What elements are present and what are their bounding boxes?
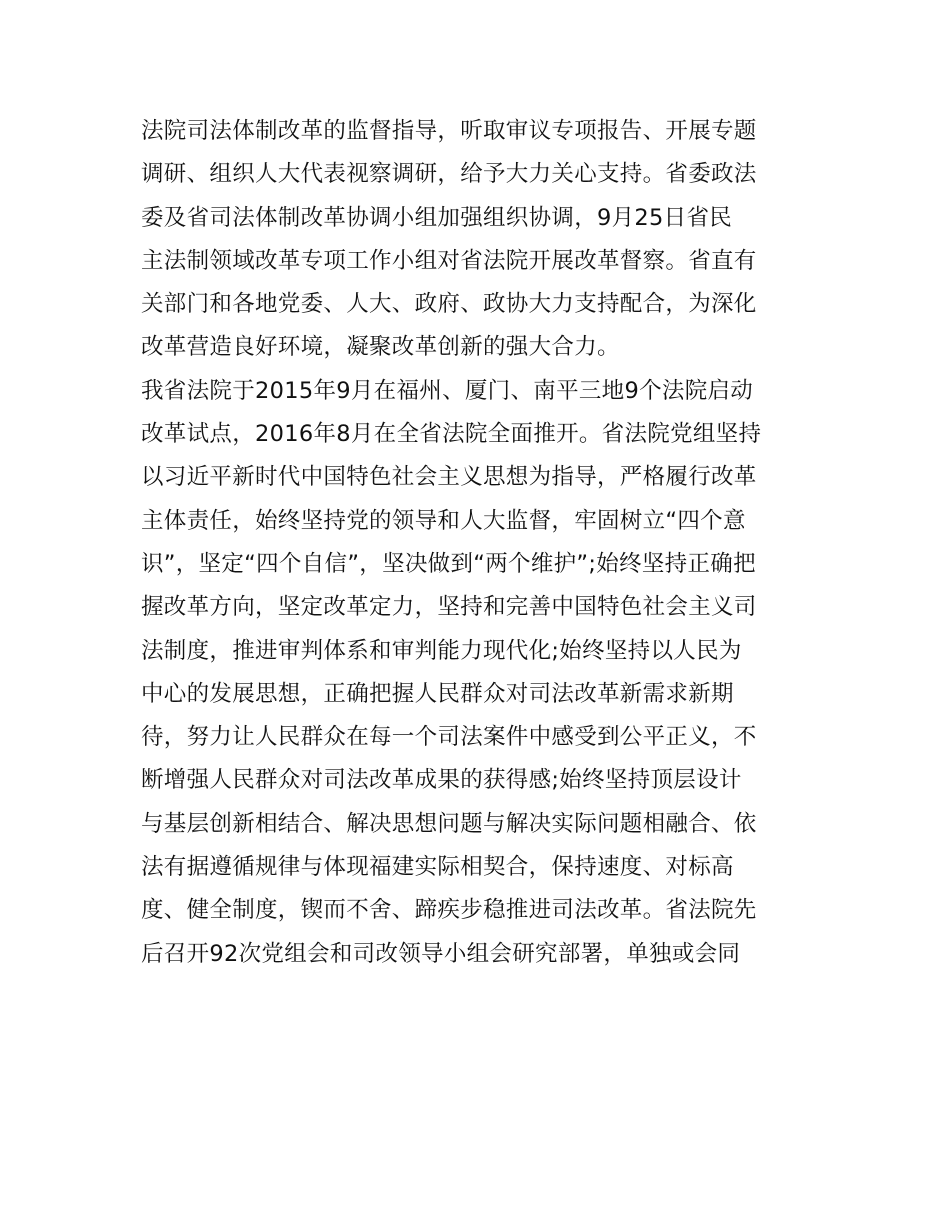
- text-line: 我省法院于2015年9月在福州、厦门、南平三地9个法院启动: [141, 377, 754, 404]
- text-line: 待，努力让人民群众在每一个司法案件中感受到公平正义，不: [141, 724, 757, 751]
- text-line: 握改革方向，坚定改革定力，坚持和完善中国特色社会主义司: [141, 594, 757, 621]
- text-line: 后召开92次党组会和司改领导小组会研究部署，单独或会同: [141, 940, 741, 967]
- text-line: 关部门和各地党委、人大、政府、政协大力支持配合，为深化: [141, 291, 757, 318]
- text-line: 法院司法体制改革的监督指导，听取审议专项报告、开展专题: [141, 118, 757, 144]
- text-line: 法有据遵循规律与体现福建实际相契合，保持速度、对标高: [141, 854, 734, 881]
- text-line: 改革营造良好环境，凝聚改革创新的强大合力。: [141, 334, 620, 361]
- text-line: 与基层创新相结合、解决思想问题与解决实际问题相融合、依: [141, 810, 757, 837]
- text-line: 以习近平新时代中国特色社会主义思想为指导，严格履行改革: [141, 464, 757, 491]
- text-line: 中心的发展思想，正确把握人民群众对司法改革新需求新期: [141, 680, 734, 707]
- text-line: 断增强人民群众对司法改革成果的获得感;始终坚持顶层设计: [141, 767, 742, 794]
- body-text: [141, 110, 821, 976]
- text-line: 法制度，推进审判体系和审判能力现代化;始终坚持以人民为: [141, 637, 742, 664]
- text-line: 识”，坚定“四个自信”，坚决做到“两个维护”;始终坚持正确把: [141, 550, 756, 577]
- text-line: 度、健全制度，锲而不舍、蹄疾步稳推进司法改革。省法院先: [141, 897, 757, 924]
- text-line: 改革试点，2016年8月在全省法院全面推开。省法院党组坚持: [141, 421, 762, 448]
- text-line: 调研、组织人大代表视察调研，给予大力关心支持。省委政法: [141, 161, 757, 188]
- text-line: 委及省司法体制改革协调小组加强组织协调，9月25日省民: [141, 204, 733, 231]
- text-line: 主体责任，始终坚持党的领导和人大监督，牢固树立“四个意: [141, 507, 746, 534]
- text-line: 主法制领域改革专项工作小组对省法院开展改革督察。省直有: [141, 247, 757, 274]
